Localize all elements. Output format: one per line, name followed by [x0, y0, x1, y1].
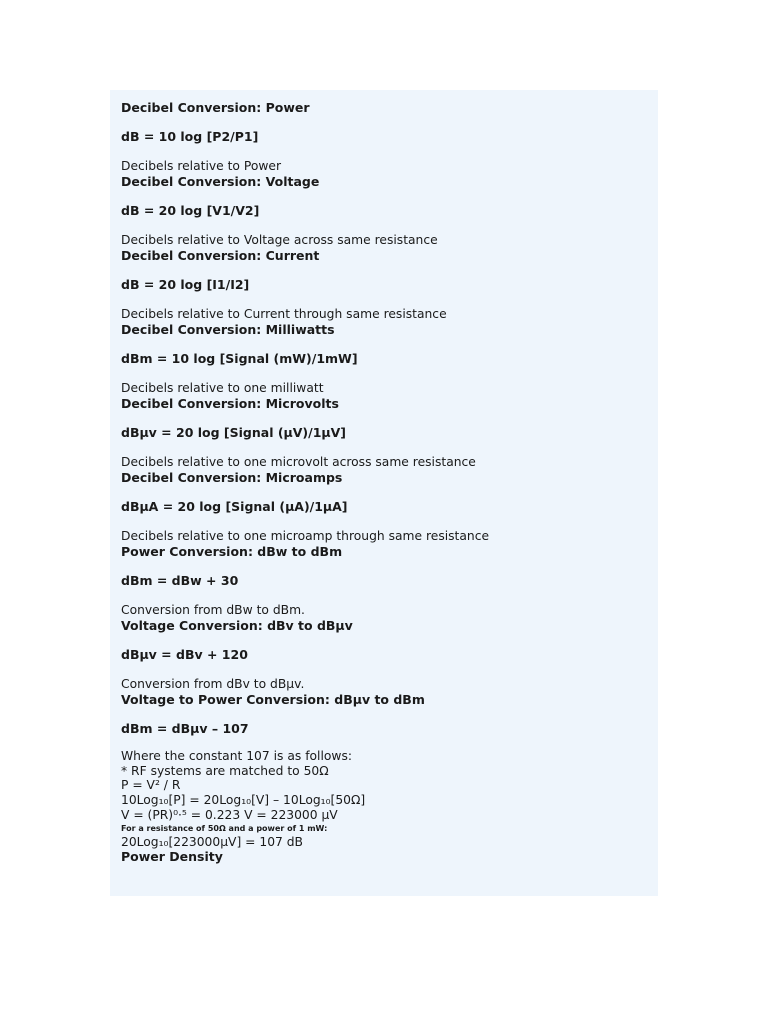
conversion-reference-panel — [110, 90, 658, 896]
section-formula: dB = 20 log [V1/V2] — [121, 203, 260, 218]
section-power — [121, 100, 658, 174]
note-line: 10Log₁₀[P] = 20Log₁₀[V] – 10Log₁₀[50Ω] — [121, 793, 366, 808]
section-formula: dBμv = 20 log [Signal (μV)/1μV] — [121, 425, 346, 440]
section-formula: dB = 20 log [I1/I2] — [121, 277, 250, 292]
section-formula: dBm = 10 log [Signal (mW)/1mW] — [121, 351, 358, 366]
section-description: Decibels relative to one milliwatt — [121, 381, 324, 395]
section-heading: Decibel Conversion: Microvolts — [121, 396, 339, 411]
section-heading: Voltage to Power Conversion: dBμv to dBm — [121, 692, 425, 707]
section-dbv-to-dbuv — [121, 618, 658, 692]
note-line: Where the constant 107 is as follows: — [121, 749, 353, 763]
section-heading: Decibel Conversion: Milliwatts — [121, 322, 335, 337]
section-dbuv-to-dbm — [121, 692, 658, 737]
section-heading: Decibel Conversion: Voltage — [121, 174, 320, 189]
note-line: V = (PR)⁰·⁵ = 0.223 V = 223000 μV — [121, 807, 338, 822]
section-heading: Voltage Conversion: dBv to dBμv — [121, 618, 353, 633]
section-heading: Power Conversion: dBw to dBm — [121, 544, 343, 559]
note-line: P = V² / R — [121, 778, 181, 793]
note-line: 20Log₁₀[223000μV] = 107 dB — [121, 834, 303, 849]
section-microvolts — [121, 396, 658, 470]
section-description: Conversion from dBw to dBm. — [121, 603, 305, 617]
section-current — [121, 248, 658, 322]
section-description: Decibels relative to Power — [121, 159, 282, 173]
section-voltage — [121, 174, 658, 248]
note-line: For a resistance of 50Ω and a power of 1 mW: — [121, 823, 328, 833]
section-description: Decibels relative to Current through same resistance — [121, 307, 447, 321]
note-line: * RF systems are matched to 50Ω — [121, 763, 329, 778]
section-heading: Decibel Conversion: Microamps — [121, 470, 343, 485]
power-density-heading: Power Density — [121, 849, 223, 865]
section-milliwatts — [121, 322, 658, 396]
section-formula: dBμv = dBv + 120 — [121, 647, 248, 662]
section-heading: Decibel Conversion: Current — [121, 248, 320, 263]
section-formula: dBm = dBw + 30 — [121, 573, 239, 588]
section-description: Decibels relative to Voltage across same resistance — [121, 233, 438, 247]
section-heading: Decibel Conversion: Power — [121, 100, 310, 115]
section-formula: dBμA = 20 log [Signal (μA)/1μA] — [121, 499, 348, 514]
constant-explanation — [121, 749, 658, 849]
section-formula: dBm = dBμv – 107 — [121, 721, 249, 736]
section-formula: dB = 10 log [P2/P1] — [121, 129, 259, 144]
section-dbw-to-dbm — [121, 544, 658, 618]
section-description: Decibels relative to one microamp through same resistance — [121, 529, 490, 543]
section-description: Decibels relative to one microvolt across same resistance — [121, 455, 476, 469]
section-microamps — [121, 470, 658, 544]
section-description: Conversion from dBv to dBμv. — [121, 677, 305, 691]
